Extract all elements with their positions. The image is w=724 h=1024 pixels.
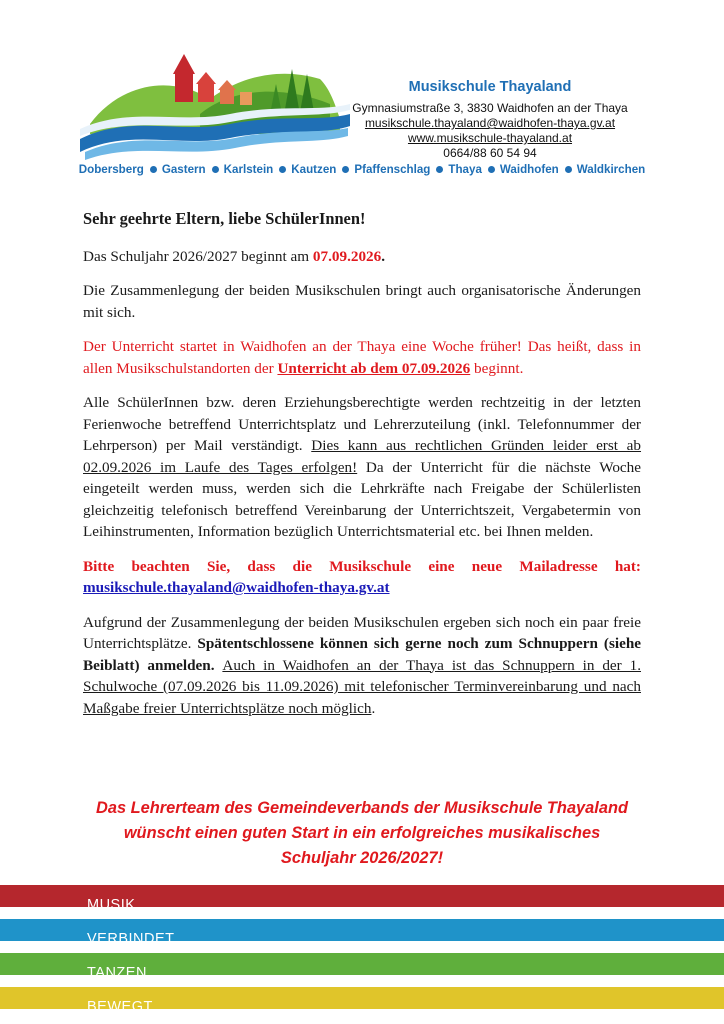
band-label-bewegt [87, 1000, 153, 1018]
paragraph-trial-lessons [83, 612, 641, 720]
school-phone: 0664/88 60 54 94 [443, 146, 537, 160]
band-text: VERBINDET [87, 931, 175, 947]
trial-end: . [371, 699, 376, 717]
paragraph-school-start [83, 246, 641, 268]
location-item: Dobersberg [78, 163, 144, 176]
notification-underlined: Dies kann aus rechtlichen Gründen leider erst ab 02.09.2026 im Laufe des Tages erfolgen! [83, 437, 642, 476]
bullet-dot-icon [279, 166, 286, 173]
early-start-end: beginnt. [470, 359, 524, 377]
musikschule-logo [80, 44, 350, 162]
bullet-dot-icon [342, 166, 349, 173]
footer-bands [0, 885, 724, 1024]
band-underline [87, 1016, 153, 1018]
bullet-dot-icon [565, 166, 572, 173]
band-label-verbindet [87, 932, 175, 950]
location-item: Waidhofen [499, 163, 559, 176]
paragraph-notification [83, 392, 641, 543]
school-start-date: 07.09.2026 [312, 247, 382, 265]
band-text: BEWEGT [87, 999, 153, 1015]
bullet-dot-icon [212, 166, 219, 173]
paragraph-new-email [83, 556, 641, 599]
trial-underlined: Auch in Waidhofen an der Thaya ist das Schnuppern in der 1. Schulwoche (07.09.2026 bis 11.09.2026) mit telefonischer Terminvereinbarung und nach Maßgabe freier Unterrichtsplätze noch möglich [83, 656, 641, 717]
bullet-dot-icon [150, 166, 157, 173]
band-label-tanzen [87, 966, 147, 984]
location-item: Gastern [161, 163, 206, 176]
band-bewegt [0, 987, 724, 1015]
closing-message [0, 796, 724, 871]
location-item: Kautzen [291, 163, 337, 176]
school-contact-block [330, 80, 650, 161]
bullet-dot-icon [436, 166, 443, 173]
new-email-text: Bitte beachten Sie, dass die Musikschule eine neue Mailadresse hat: [83, 557, 641, 575]
bullet-dot-icon [488, 166, 495, 173]
trial-text-a: Aufgrund der Zusammenlegung der beiden Musikschulen ergeben sich noch ein paar freie Unterrichtsplätze. [83, 613, 641, 652]
greeting: Sehr geehrte Eltern, liebe SchülerInnen! [83, 209, 366, 228]
trial-bold: Spätentschlossene können sich gerne noch zum Schnuppern (siehe Beiblatt) anmelden [83, 635, 642, 674]
band-text: MUSIK [87, 897, 136, 913]
locations-list [0, 163, 724, 176]
band-label-musik [87, 898, 135, 916]
school-start-end: . [381, 247, 386, 265]
band-underline [87, 914, 135, 916]
band-musik [0, 885, 724, 913]
location-item: Thaya [448, 163, 482, 176]
band-tanzen [0, 953, 724, 981]
early-start-text: Der Unterricht startet in Waidhofen an der Thaya eine Woche früher! Das heißt, dass in allen Musikschulstandorten der [83, 338, 641, 377]
location-item: Waldkirchen [576, 163, 646, 176]
closing-line-2: wünscht einen guten Start in ein erfolgreiches musikalisches [123, 824, 601, 842]
closing-line-1: Das Lehrerteam des Gemeindeverbands der Musikschule Thayaland [96, 799, 628, 817]
trial-dot: . [210, 656, 223, 674]
early-start-emphasis: Unterricht ab dem 07.09.2026 [277, 359, 471, 377]
new-email-link[interactable]: musikschule.thayaland@waidhofen-thaya.gv.at [83, 579, 390, 596]
band-underline [87, 948, 175, 950]
closing-line-3: Schuljahr 2026/2027! [280, 849, 444, 867]
location-item: Karlstein [223, 163, 274, 176]
band-text: TANZEN [87, 965, 147, 981]
letterhead [0, 0, 724, 190]
paragraph-merger: Die Zusammenlegung der beiden Musikschulen bringt auch organisatorische Änderungen mit sich. [83, 282, 641, 321]
school-address: Gymnasiumstraße 3, 3830 Waidhofen an der Thaya [352, 101, 628, 115]
location-item: Pfaffenschlag [354, 163, 431, 176]
school-email-link[interactable]: musikschule.thayaland@waidhofen-thaya.gv.at [364, 116, 616, 130]
school-website-link[interactable]: www.musikschule-thayaland.at [407, 131, 573, 145]
school-name: Musikschule Thayaland [408, 79, 572, 95]
paragraph-early-start [83, 336, 641, 379]
letter-body [83, 208, 641, 732]
notification-text-b: Da der Unterricht für die nächste Woche eingeteilt werden muss, werden sich die Lehrkräfte nach Freigabe der Schülerlisten gleichzeitig telefonisch betreffend Vereinbarung der Unterrichtszeit, Vergabetermin von Leihinstrumenten, Information bezüglich Unterrichtsmaterial etc. bei Ihnen melden. [83, 458, 642, 540]
band-verbindet [0, 919, 724, 947]
notification-text-a: Alle SchülerInnen bzw. deren Erziehungsberechtigte werden rechtzeitig in der letzten Ferienwoche betreffend Unterrichtsplatz und Lehrerzuteilung (inkl. Telefonnummer der Lehrperson) per Mail verständigt. [83, 394, 641, 454]
band-underline [87, 982, 147, 984]
school-start-text: Das Schuljahr 2026/2027 beginnt am [83, 247, 313, 265]
